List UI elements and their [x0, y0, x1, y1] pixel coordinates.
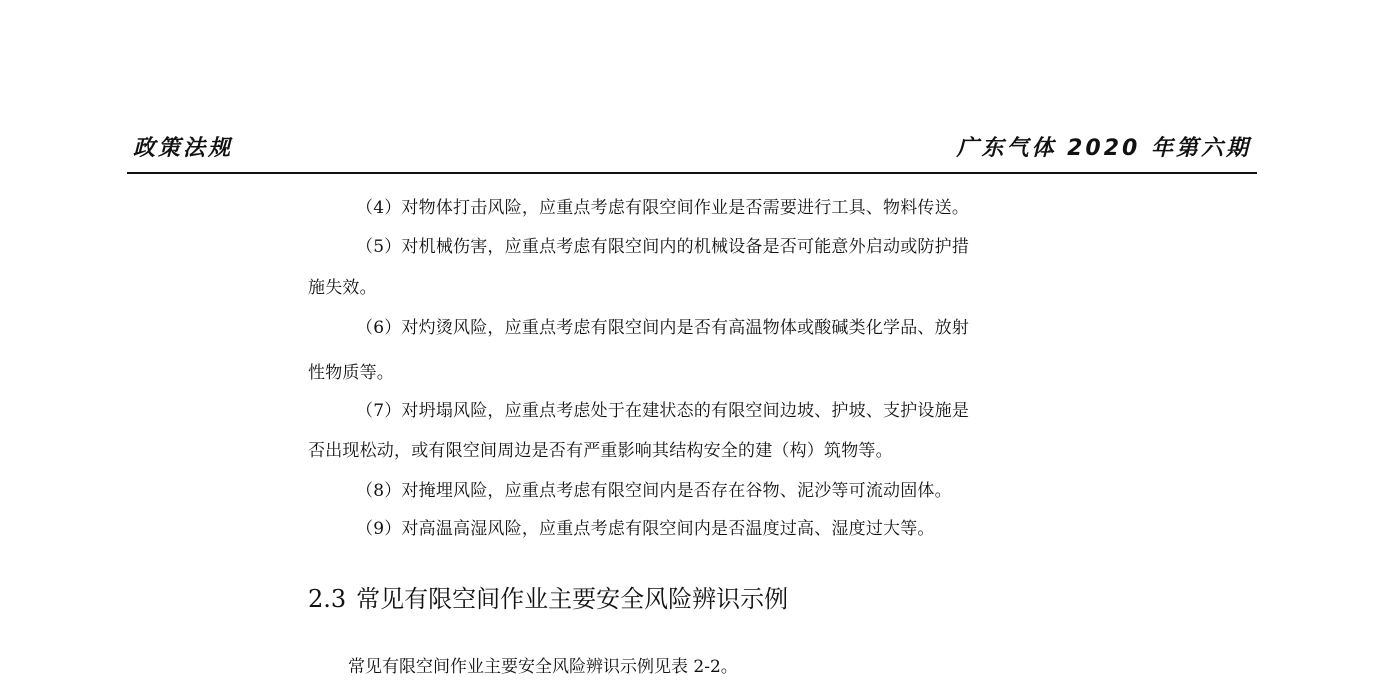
paragraph-7-line-2: 否出现松动，或有限空间周边是否有严重影响其结构安全的建（构）筑物等。: [308, 441, 893, 461]
paragraph-5-line-1: （5）对机械伤害，应重点考虑有限空间内的机械设备是否可能意外启动或防护措: [356, 237, 970, 257]
section-title: 常见有限空间作业主要安全风险辨识示例: [356, 585, 789, 613]
paragraph-5-line-2: 施失效。: [308, 278, 377, 298]
table-reference-line: 常见有限空间作业主要安全风险辨识示例见表 2-2。: [348, 657, 738, 677]
paragraph-6-line-2: 性物质等。: [308, 363, 394, 383]
paragraph-4-line-1: （4）对物体打击风险，应重点考虑有限空间作业是否需要进行工具、物料传送。: [356, 198, 970, 218]
paragraph-8-line-1: （8）对掩埋风险，应重点考虑有限空间内是否存在谷物、泥沙等可流动固体。: [356, 481, 952, 501]
running-header: [127, 128, 1257, 174]
section-heading: [308, 583, 788, 615]
header-journal-issue: 广东气体 2020 年第六期: [956, 136, 1251, 161]
paragraph-9-line-1: （9）对高温高湿风险，应重点考虑有限空间内是否温度过高、湿度过大等。: [356, 519, 935, 539]
paragraph-7-line-1: （7）对坍塌风险，应重点考虑处于在建状态的有限空间边坡、护坡、支护设施是: [356, 401, 970, 421]
section-number: 2.3: [308, 585, 347, 613]
paragraph-6-line-1: （6）对灼烫风险，应重点考虑有限空间内是否有高温物体或酸碱类化学品、放射: [356, 318, 970, 338]
header-section-name: 政策法规: [133, 136, 234, 161]
